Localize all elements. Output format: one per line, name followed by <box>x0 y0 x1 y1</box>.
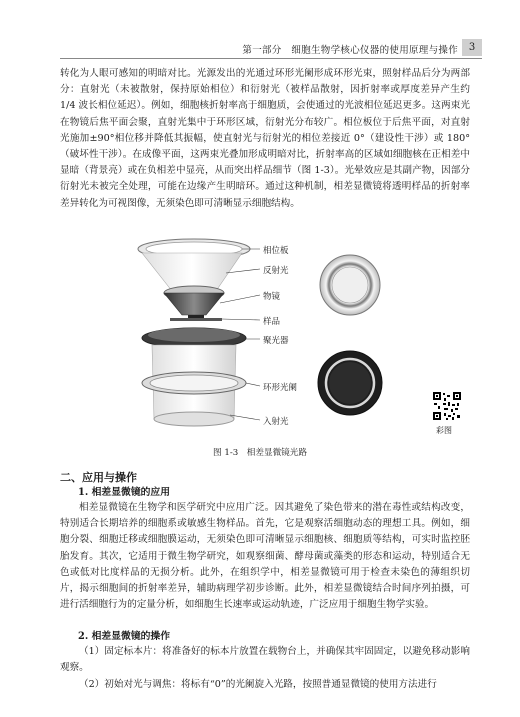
running-header-title: 第一部分 细胞生物学核心仪器的使用原理与操作 <box>242 45 458 56</box>
header-rule <box>60 58 482 59</box>
operation-step-1: （1）固定标本片：将准备好的标本片放置在载物台上，并确保其牢固固定，以避免移动影响观察。 <box>60 646 470 674</box>
label-incident-light: 入射光 <box>263 417 289 427</box>
objective-lens <box>164 293 224 315</box>
subsection-1-text: 相差显微镜在生物学和医学研究中应用广泛。因其避免了染色带来的潜在毒性或结构改变，特别适合长期培养的细胞系或敏感生物样品。首先，它是观察活细胞动态的理想工具。例如，细胞分裂、细胞迁移或细胞膜运动，无须染色即可清晰显示细胞核、细胞质等结构，可实时监控胚胎发育。其次，它适用于微生物学研究，如观察细菌、酵母菌或藻类的形态和运动，特别适合无色或低对比度样品的无损分析。此外，在组织学中，相差显微镜可用于检查未染色的薄组织切片，揭示细胞间的折射率差异，辅助病理学初步诊断。此外，相差显微镜结合时间序列拍摄，可进行活细胞行为的定量分析，如细胞生长速率或运动轨迹，广泛应用于细胞生物学实验。 <box>60 502 470 611</box>
operation-step-2: （2）初始对光与调焦：将标有“0”的光阑旋入光路，按照普通显微镜的使用方法进行 <box>79 679 437 690</box>
diffracted-light-cone <box>142 253 242 291</box>
label-condenser: 聚光器 <box>263 336 289 346</box>
specimen-slide <box>170 318 222 321</box>
label-annular-diaphragm: 环形光阑 <box>263 383 298 393</box>
subsection-2-heading: 2. 相差显微镜的操作 <box>78 631 171 642</box>
label-objective: 物镜 <box>263 292 281 302</box>
page-number: 3 <box>462 39 482 56</box>
figure-caption: 图 1-3 相差显微镜光路 <box>213 448 307 458</box>
phase-contrast-figure <box>130 233 460 445</box>
intro-paragraph: 转化为人眼可感知的明暗对比。光源发出的光通过环形光阑形成环形光束，照射样品后分为两部分：直射光（未被散射，保持原始相位）和衍射光（被样品散射，因折射率或厚度差异产生约 1/4 波长相位延迟）。例如，细胞核折射率高于细胞质，会使通过的光波相位延迟更多。这两束光在物镜后焦平面会聚，直射光集中于环形区域，衍射光分布较广。相位板位于后焦平面，对直射光施加±90°相位移并降低其振幅，使直射光与衍射光的相位差接近 0°（建设性干涉）或 180°（破坏性干涉）。在成像平面，这两束光叠加形成明暗对比，折射率高的区域如细胞核在正相差中显暗（背景亮）或在负相差中显亮，从而突出样品细节（图 1-3）。光晕效应是其副产物，因部分衍射光未被完全处理，可能在边缘产生明暗环。通过这种机制，相差显微镜将透明样品的折射率差异转化为可视图像，无须染色即可清晰显示细胞结构。 <box>60 68 470 209</box>
label-specimen: 样品 <box>263 317 281 327</box>
optical-path-diagram <box>130 233 460 445</box>
label-diffracted-light: 反射光 <box>263 266 289 276</box>
subsection-1-heading: 1. 相差显微镜的应用 <box>78 487 171 498</box>
page-header <box>0 0 520 62</box>
section-title: 二、应用与操作 <box>60 471 137 484</box>
qr-code-icon[interactable] <box>432 391 462 421</box>
label-phase-plate: 相位板 <box>263 246 289 256</box>
qr-label: 彩图 <box>436 426 452 435</box>
